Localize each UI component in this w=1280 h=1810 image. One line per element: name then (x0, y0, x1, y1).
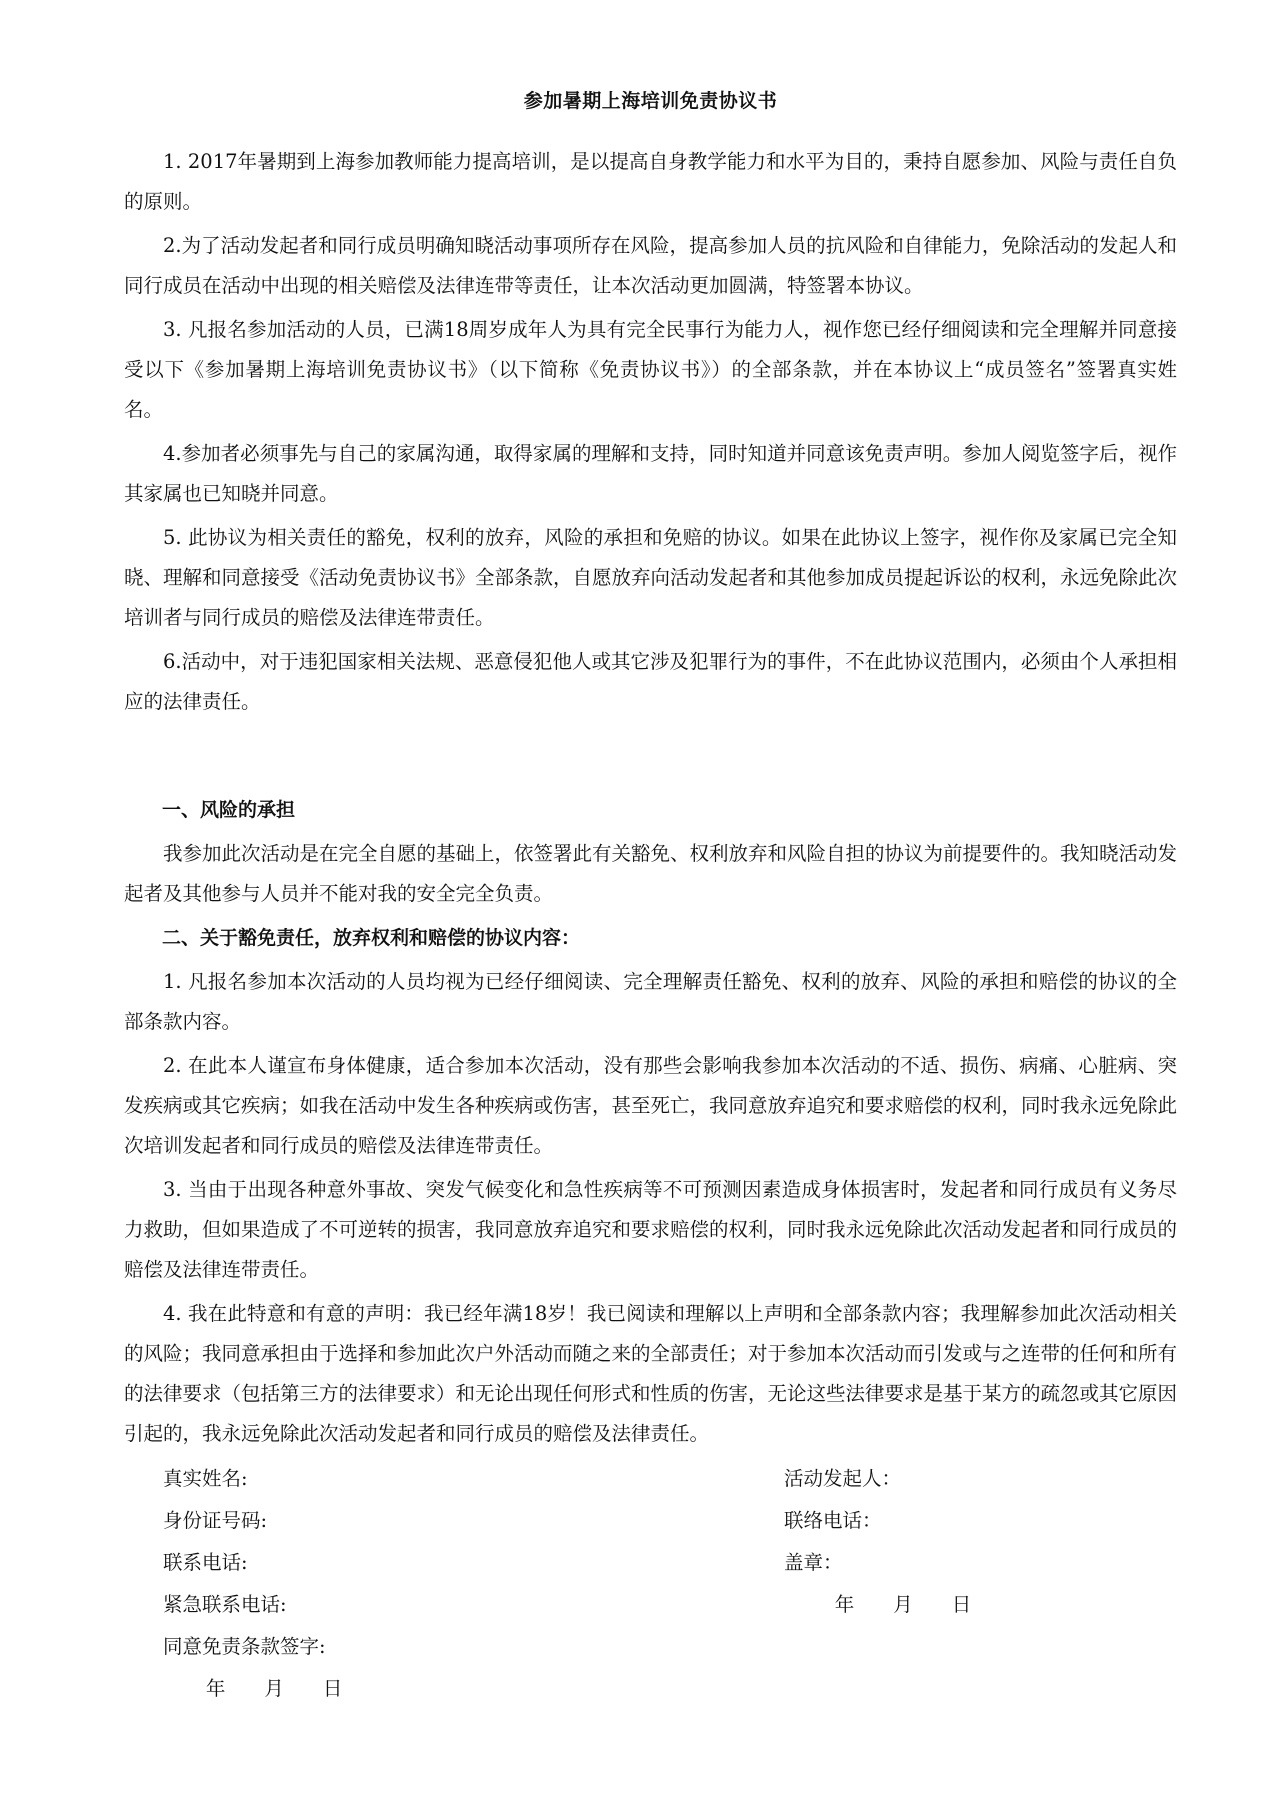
intro-paragraph-4: 4.参加者必须事先与自己的家属沟通，取得家属的理解和支持，同时知道并同意该免责声明。参加人阅览签字后，视作其家属也已知晓并同意。 (124, 442, 1177, 505)
organizer-label: 活动发起人： (784, 1467, 902, 1490)
contact-phone-label: 联络电话： (784, 1509, 882, 1532)
phone-label: 联系电话: (163, 1551, 248, 1574)
organizer-signature-block (784, 1458, 971, 1626)
real-name-label: 真实姓名: (163, 1467, 248, 1490)
intro-paragraph-1: 1. 2017年暑期到上海参加教师能力提高培训，是以提高自身教学能力和水平为目的，秉持自愿参加、风险与责任自负的原则。 (124, 150, 1177, 213)
section-2-clause-1: 1. 凡报名参加本次活动的人员均视为已经仔细阅读、完全理解责任豁免、权利的放弃、风险的承担和赔偿的协议的全部条款内容。 (124, 970, 1177, 1033)
participant-date: 年 月 日 (205, 1677, 343, 1700)
participant-signature-block (124, 1458, 342, 1710)
intro-paragraph-3: 3. 凡报名参加活动的人员，已满18周岁成年人为具有完全民事行为能力人，视作您已经仔细阅读和完全理解并同意接受以下《参加暑期上海培训免责协议书》（以下简称《免责协议书》）的全部条款，并在本协议上“成员签名”签署真实姓名。 (124, 318, 1177, 421)
section-2-clause-4: 4. 我在此特意和有意的声明：我已经年满18岁！我已阅读和理解以上声明和全部条款内容；我理解参加此次活动相关的风险；我同意承担由于选择和参加此次户外活动而随之来的全部责任；对于参加本次活动而引发或与之连带的任何和所有的法律要求（包括第三方的法律要求）和无论出现任何形式和性质的伤害，无论这些法律要求是基于某方的疏忽或其它原因引起的，我永远免除此次活动发起者和同行成员的赔偿及法律责任。 (124, 1302, 1178, 1445)
agree-sign-label: 同意免责条款签字: (163, 1635, 326, 1658)
intro-paragraph-5: 5. 此协议为相关责任的豁免，权利的放弃，风险的承担和免赔的协议。如果在此协议上签字，视作你及家属已完全知晓、理解和同意接受《活动免责协议书》全部条款，自愿放弃向活动发起者和其他参加成员提起诉讼的权利，永远免除此次培训者与同行成员的赔偿及法律连带责任。 (124, 526, 1178, 629)
section-2-clause-2: 2. 在此本人谨宣布身体健康，适合参加本次活动，没有那些会影响我参加本次活动的不适、损伤、病痛、心脏病、突发疾病或其它疾病；如我在活动中发生各种疾病或伤害，甚至死亡，我同意放弃追究和要求赔偿的权利，同时我永远免除此次培训发起者和同行成员的赔偿及法律连带责任。 (124, 1054, 1178, 1157)
section-2-clause-3: 3. 当由于出现各种意外事故、突发气候变化和急性疾病等不可预测因素造成身体损害时，发起者和同行成员有义务尽力救助，但如果造成了不可逆转的损害，我同意放弃追究和要求赔偿的权利，同时我永远免除此次活动发起者和同行成员的赔偿及法律连带责任。 (124, 1178, 1178, 1281)
id-number-label: 身份证号码: (163, 1509, 268, 1532)
intro-paragraph-2: 2.为了活动发起者和同行成员明确知晓活动事项所存在风险，提高参加人员的抗风险和自律能力，免除活动的发起人和同行成员在活动中出现的相关赔偿及法律连带等责任，让本次活动更加圆满，特签署本协议。 (124, 234, 1177, 297)
seal-label: 盖章： (784, 1551, 843, 1574)
organizer-date: 年 月 日 (834, 1593, 972, 1616)
intro-paragraph-6: 6.活动中，对于违犯国家相关法规、恶意侵犯他人或其它涉及犯罪行为的事件，不在此协议范围内，必须由个人承担相应的法律责任。 (124, 650, 1177, 713)
signature-area (124, 1458, 1177, 1718)
section-1-heading: 一、风险的承担 (162, 799, 296, 821)
section-2-heading: 二、关于豁免责任，放弃权利和赔偿的协议内容： (162, 927, 581, 949)
document-title: 参加暑期上海培训免责协议书 (523, 90, 778, 112)
section-spacer (124, 726, 1177, 790)
emergency-phone-label: 紧急联系电话: (163, 1593, 287, 1616)
section-1-paragraph: 我参加此次活动是在完全自愿的基础上，依签署此有关豁免、权利放弃和风险自担的协议为前提要件的。我知晓活动发起者及其他参与人员并不能对我的安全完全负责。 (124, 842, 1178, 905)
